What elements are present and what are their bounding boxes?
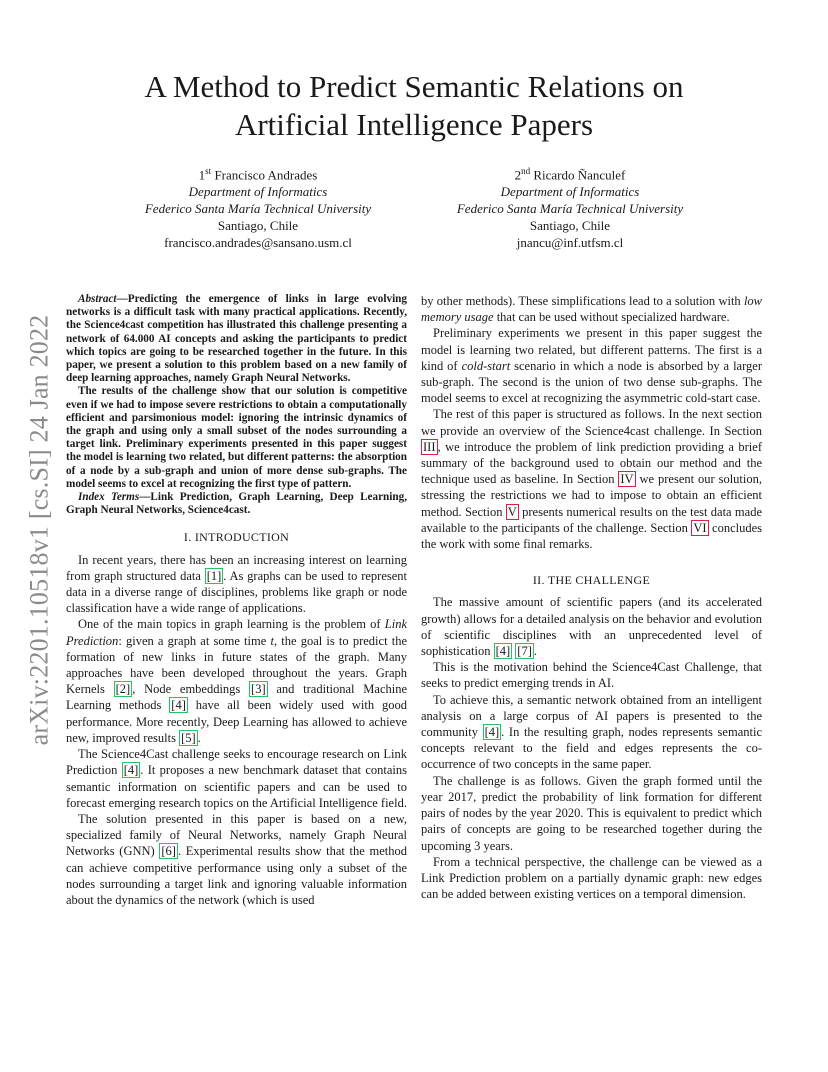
- citation-link[interactable]: [3]: [251, 682, 266, 697]
- citation-link[interactable]: [4]: [495, 644, 511, 659]
- paper-title: [60, 68, 768, 144]
- intro-paragraph-3: The Science4Cast challenge seeks to encourage research on Link Prediction [4] . It proposes a new benchmark dataset that contains semantic information on scientific papers and can be used to forecast emerging research topics on the Artificial Intelligence field.: [66, 747, 407, 810]
- left-column: [66, 293, 407, 908]
- author-univ: Federico Santa María Technical University: [144, 201, 372, 217]
- challenge-paragraph-1: The massive amount of scientific papers (and its accelerated growth) allows for a detailed analysis on the behavior and evolution of scientific disciplines with an unprecedented level of sophistication [4] [7] .: [421, 595, 762, 659]
- author-name-line: 2nd Ricardo Ñanculef: [514, 166, 626, 183]
- author-name: Ricardo Ñanculef: [533, 167, 626, 183]
- title-line-2: Artificial Intelligence Papers: [234, 107, 594, 142]
- author-univ: Federico Santa María Technical University: [456, 201, 684, 217]
- intro-paragraph-4: The solution presented in this paper is based on a new, specialized family of Neural Networks, namely Graph Neural Networks (GNN) [6] . Experimental results show that the method can achieve competitive performance using only a subset of the nodes surrounding a target link and ignoring valuable information about the dynamics of the network (which is used: [66, 811, 408, 907]
- arxiv-id: arXiv:2201.10518v1 [cs.SI] 24 Jan 2022: [24, 314, 53, 746]
- abstract-paragraph-2: The results of the challenge show that our solution is competitive even if we had to impose severe restrictions to obtain a computationally efficient and parsimonious model: ignoring the intrinsic dynamics of the graph and using only a small subset of the nodes surrounding a target link. Preliminary experiments presented in this paper suggest the model is learning two related, but different patterns: the absorption of a node by a sub-graph and union of more dense sub-graphs. The model seems to excel at recognizing the first type of pattern.: [66, 385, 407, 490]
- author-dept: Department of Informatics: [500, 184, 640, 200]
- citation-link[interactable]: [7]: [517, 644, 532, 659]
- section-link[interactable]: VI: [693, 520, 707, 535]
- abstract-paragraph-1: Abstract—Predicting the emergence of links in large evolving networks is a difficult task with many practical applications. Recently, the Science4cast competition has illustrated this challenge presenting a network of 64.000 AI concepts and asking the participants to predict which topics are going to be researched together in the future. In this paper, we present a solution to this problem based on a new family of deep learning approaches, namely Graph Neural Networks.: [66, 293, 407, 385]
- citation-link[interactable]: [5]: [181, 730, 196, 745]
- section-link[interactable]: V: [507, 504, 517, 519]
- right-column: [421, 293, 762, 902]
- abstract: [66, 293, 407, 517]
- intro-paragraph-1: In recent years, there has been an increasing interest on learning from graph structured data [1] . As graphs can be used to represent data in a diverse range of disciplines, problems like graph or node classification have a wide range of applications.: [66, 552, 407, 616]
- author-dept: Department of Informatics: [188, 184, 328, 200]
- author-city: Santiago, Chile: [217, 218, 299, 234]
- section-link[interactable]: IV: [620, 472, 634, 487]
- intro-paragraph-2: One of the main topics in graph learning is the problem of Link Prediction: given a graph at some time t, the goal is to predict the formation of new links in future states of the graph. Many approaches have been developed throughout the years. Graph Kernels [2] , Node embeddings [3] and traditional Machine Learning methods [4] have all been widely used with good performance. More recently, Deep Learning has allowed to achieve new, improved results [5] .: [66, 617, 408, 745]
- challenge-paragraph-3: To achieve this, a semantic network obtained from an intelligent analysis on a large corpus of AI papers is presented to the community [4] . In the resulting graph, nodes represents semantic concepts relevant to the field and edges represents the co-occurrence of two concepts in the same paper.: [421, 692, 762, 772]
- author-block-2: [420, 163, 720, 251]
- citation-link[interactable]: [6]: [161, 844, 176, 859]
- title-line-1: A Method to Predict Semantic Relations on: [144, 69, 684, 104]
- section-heading-challenge: II. THE CHALLENGE: [532, 573, 651, 588]
- section-heading-introduction: I. INTRODUCTION: [183, 530, 290, 545]
- citation-link[interactable]: [2]: [115, 682, 131, 697]
- author-email: francisco.andrades@sansano.usm.cl: [164, 235, 352, 251]
- author-city: Santiago, Chile: [529, 218, 611, 234]
- section-link[interactable]: III: [423, 439, 436, 454]
- right-paragraph-2: The rest of this paper is structured as follows. In the next section we provide an overview of the Science4cast challenge. In Section III , we introduce the problem of link prediction providing a brief summary of the background used to obtain our method and the technique used as baseline. In Section IV we present our solution, stressing the restrictions we had to impose to obtain an efficient method. Section V presents numerical results on the test data made available to the participants of the challenge. Section VI concludes the work with some final remarks.: [421, 407, 763, 552]
- index-terms: Index Terms—Link Prediction, Graph Learning, Deep Learning, Graph Neural Networks, Science4cast.: [66, 491, 407, 517]
- arxiv-sidebar-stamp: [20, 300, 58, 760]
- citation-link[interactable]: [4]: [123, 763, 139, 778]
- author-block-1: [108, 163, 408, 251]
- challenge-paragraph-5: From a technical perspective, the challenge can be viewed as a Link Prediction problem on a partially dynamic graph: new edges can be added between existing vertices on a temporal dimension.: [421, 854, 762, 902]
- citation-link[interactable]: [4]: [171, 698, 186, 713]
- challenge-paragraph-4: The challenge is as follows. Given the graph formed until the year 2017, predict the probability of link formation for different pairs of nodes by the year 2020. This is equivalent to predict which pairs of concepts are going to be researched together during the upcoming 3 years.: [421, 773, 762, 853]
- citation-link[interactable]: [4]: [484, 725, 500, 740]
- author-email: jnancu@inf.utfsm.cl: [516, 235, 624, 251]
- right-paragraph-0: by other methods). These simplifications lead to a solution with low memory usage that can be used without specialized hardware.: [421, 294, 762, 325]
- author-name-line: 1st Francisco Andrades: [198, 166, 318, 183]
- challenge-paragraph-2: This is the motivation behind the Science4Cast Challenge, that seeks to predict emerging trends in AI.: [421, 660, 762, 691]
- author-name: Francisco Andrades: [214, 167, 318, 183]
- right-paragraph-1: Preliminary experiments we present in this paper suggest the model is learning two related, but different patterns. The first is a kind of cold-start scenario in which a node is absorbed by a larger sub-graph. The second is the union of two dense sub-graphs. The model seems to excel at recognizing the asymmetric cold-start case.: [421, 326, 762, 406]
- citation-link[interactable]: [1]: [206, 568, 222, 583]
